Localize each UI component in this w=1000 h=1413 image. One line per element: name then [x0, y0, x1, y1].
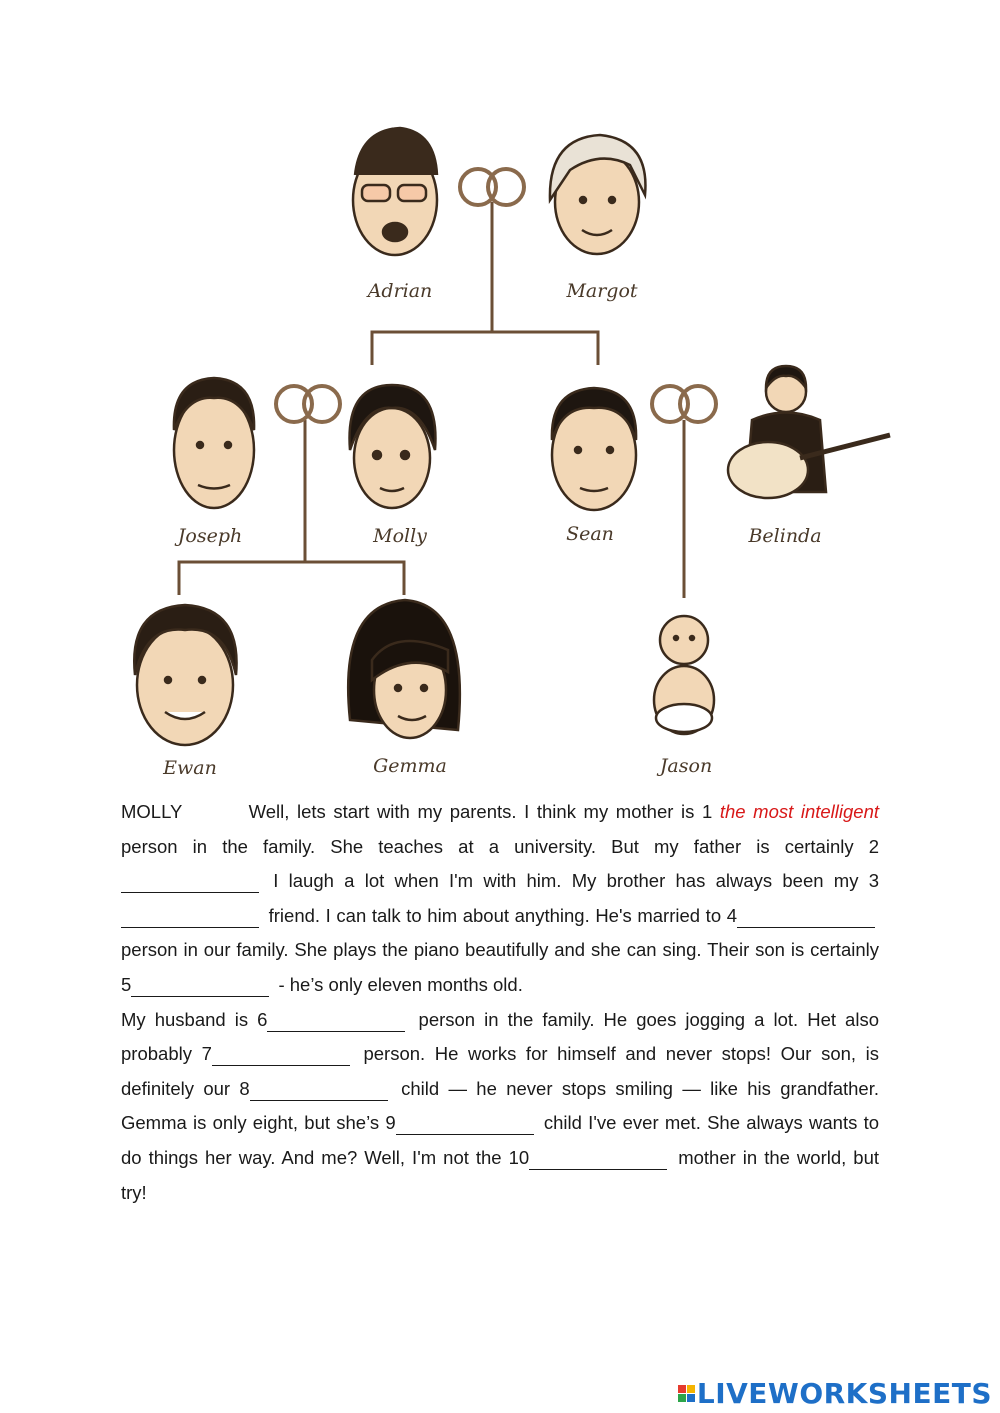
portrait-belinda [728, 366, 890, 498]
answer-blank-3[interactable] [121, 907, 259, 928]
paragraph-2 [121, 1003, 879, 1211]
wedding-rings-icon [652, 386, 716, 422]
text-segment: Well, lets start with my parents. I think my mother is 1 [248, 801, 713, 822]
answer-blank-9[interactable] [396, 1114, 534, 1135]
text-segment: friend. I can talk to him about anything. He's married to 4 [268, 904, 738, 926]
answer-blank-4[interactable] [737, 907, 875, 928]
member-name-adrian: Adrian [367, 280, 433, 302]
text-segment: person in the family. She teaches at a university. But my father is certainly 2 [121, 835, 879, 857]
portrait-margot [550, 135, 646, 254]
answer-blank-8[interactable] [250, 1080, 388, 1101]
member-name-jason: Jason [659, 755, 713, 777]
text-segment: person. He works for himself and never stops! Our son, is definitely our 8 [121, 1043, 879, 1099]
answer-blank-7[interactable] [212, 1045, 350, 1066]
text-segment: My husband is 6 [121, 1008, 268, 1030]
portrait-sean [552, 388, 636, 510]
liveworksheets-logo[interactable] [678, 1376, 992, 1410]
member-name-sean: Sean [566, 523, 614, 545]
answer-blank-5[interactable] [131, 976, 269, 997]
portrait-molly [350, 385, 436, 508]
portrait-adrian [353, 128, 437, 255]
text-segment: child I've ever met. She always wants to do things her way. And me? Well, I'm not the 10 [121, 1112, 880, 1168]
answer-blank-10[interactable] [529, 1149, 667, 1170]
text-segment: child — he never stops smiling — like his grandfather. Gemma is only eight, but she’s 9 [121, 1077, 879, 1134]
text-segment: I laugh a lot when I'm with him. My brother has always been my 3 [273, 870, 880, 892]
member-name-gemma: Gemma [373, 755, 447, 777]
speaker-label: MOLLY [121, 801, 183, 822]
member-name-molly: Molly [373, 525, 427, 547]
member-name-belinda: Belinda [748, 525, 822, 547]
answer-blank-6[interactable] [267, 1011, 405, 1032]
portrait-ewan [134, 605, 236, 745]
answer-blank-2[interactable] [121, 872, 259, 893]
portrait-joseph [174, 378, 254, 508]
portrait-gemma [348, 600, 460, 738]
member-name-ewan: Ewan [163, 757, 217, 779]
exercise-text [121, 795, 879, 1210]
member-name-joseph: Joseph [177, 525, 243, 547]
text-segment: - he’s only eleven months old. [278, 973, 523, 995]
text-segment: person in our family. She plays the piano beautifully and she can sing. Their son is certainly 5 [121, 939, 879, 995]
logo-wordmark: LIVEWORKSHEETS [696, 1376, 992, 1410]
portrait-jason [654, 616, 714, 734]
text-segment: mother in the world, but try! [121, 1146, 879, 1203]
wedding-rings-icon [460, 169, 524, 205]
wedding-rings-icon [276, 386, 340, 422]
paragraph-1 [121, 795, 879, 1003]
member-name-margot: Margot [566, 280, 638, 302]
logo-grid-icon [678, 1385, 695, 1402]
text-segment: person in the family. He goes jogging a lot. Het also probably 7 [121, 1008, 879, 1065]
example-answer: the most intelligent [719, 801, 880, 822]
